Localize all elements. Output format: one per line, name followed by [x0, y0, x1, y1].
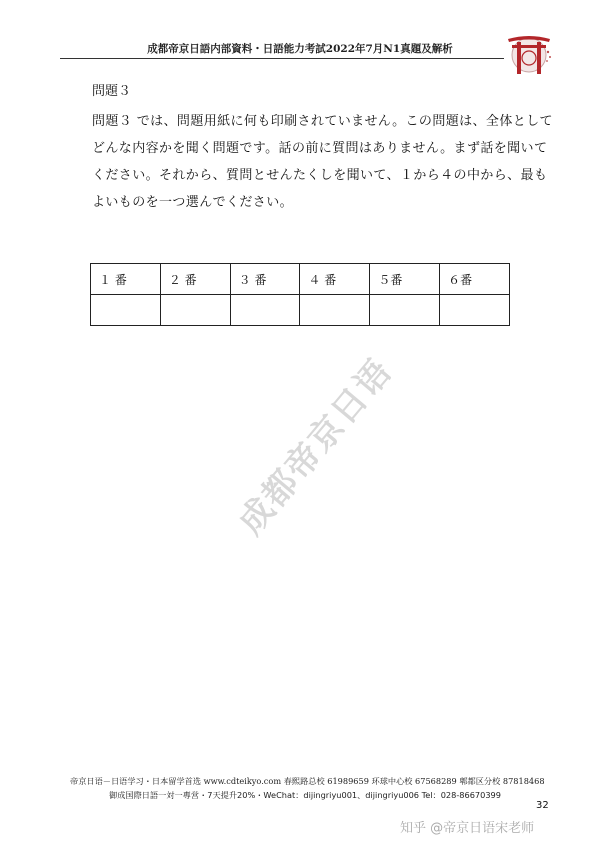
header-title: 成都帝京日語内部資料・日語能力考試2022年7月N1真題及解析 [147, 43, 453, 55]
answer-blank-cell [91, 295, 161, 326]
instructions-line: よいものを一つ選んでください。 [92, 195, 294, 210]
answer-blank-cell [230, 295, 300, 326]
section-title: 問題３ [92, 84, 132, 99]
answer-header-cell: １ 番 [91, 264, 161, 295]
answer-header-cell: ３ 番 [230, 264, 300, 295]
instructions-line: どんな内容かを聞く問題です。話の前に質問はありません。まず話を聞いて [92, 141, 548, 156]
answer-header-row [91, 264, 510, 295]
answer-blank-cell [440, 295, 510, 326]
answer-blank-cell [160, 295, 230, 326]
site-watermark: 知乎 @帝京日语宋老师 [400, 821, 535, 836]
answer-blank-row [91, 295, 510, 326]
answer-header-cell: ６番 [440, 264, 510, 295]
instructions-line: ください。それから、質問とせんたくしを聞いて、１から４の中から、最も [92, 168, 548, 183]
answer-blank-cell [300, 295, 370, 326]
torii-logo-icon [504, 30, 554, 78]
instructions-paragraph [92, 108, 553, 216]
answer-header-cell: ２ 番 [160, 264, 230, 295]
footer-line-2: 御成国際日語一対一專営・7天提升20%・WeChat：dijingriyu001、dijingriyu006 Tel：028-86670399 [109, 790, 501, 800]
answer-table [90, 263, 510, 326]
answer-header-cell: ４ 番 [300, 264, 370, 295]
header-divider [60, 58, 504, 59]
footer-line-1: 帝京日语－日语学习・日本留学首选 www.cdteikyo.com 春熙路总校 61989659 环球中心校 67568289 郫都区分校 87818468 [70, 776, 545, 786]
page-number: 32 [536, 800, 549, 811]
diagonal-watermark: 成都帝京日语 [230, 351, 401, 543]
answer-blank-cell [370, 295, 440, 326]
instructions-line: 問題３ では、問題用紙に何も印刷されていません。この問題は、全体として [92, 114, 553, 129]
answer-header-cell: ５番 [370, 264, 440, 295]
